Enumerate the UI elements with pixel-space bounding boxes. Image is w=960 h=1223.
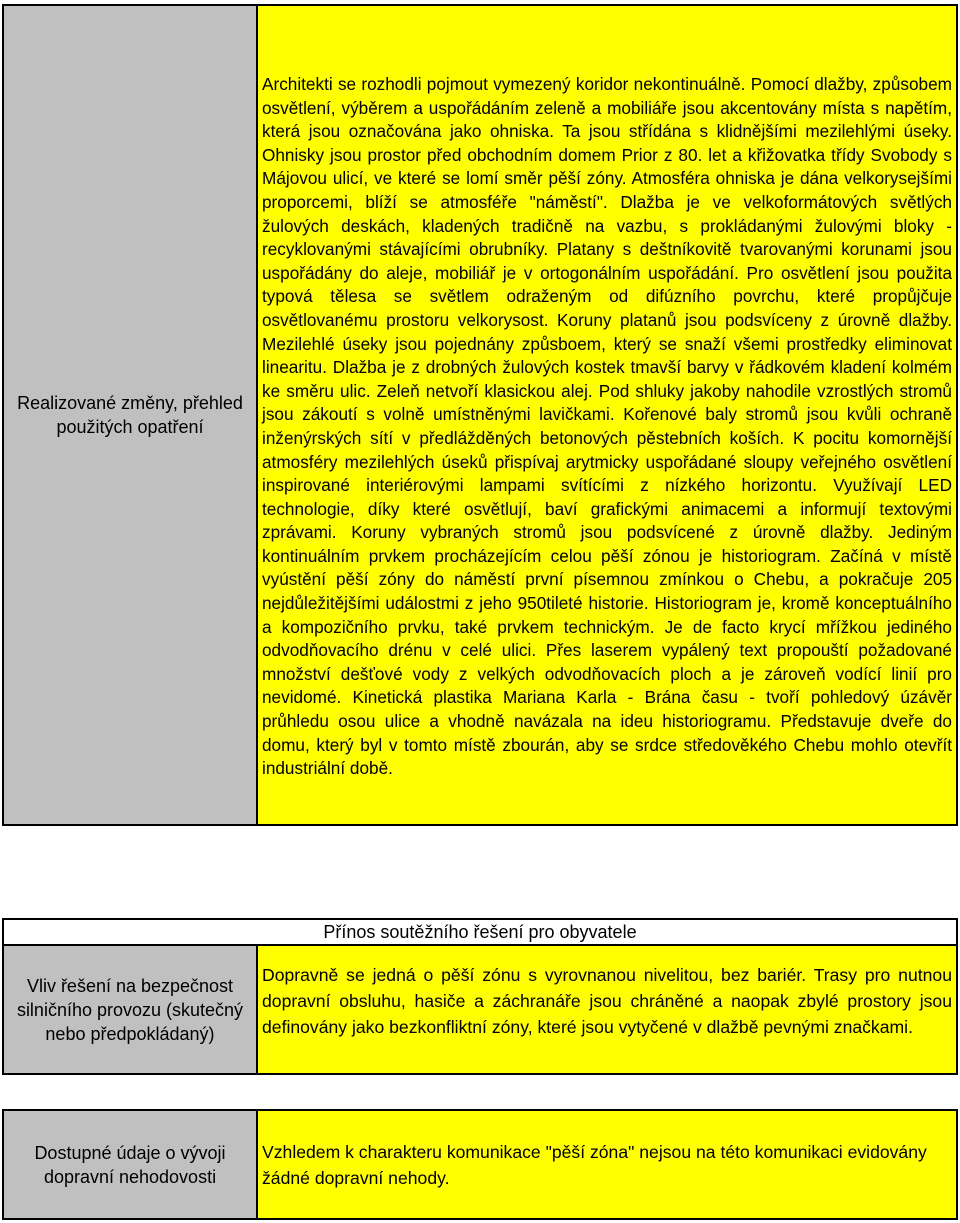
row-label-text: Vliv řešení na bezpečnost silničního provozu (skutečný nebo předpokládaný): [16, 975, 244, 1044]
section-label-text: Realizované změny, přehled použitých opatření: [17, 393, 243, 437]
row-label-traffic-safety: [2, 944, 258, 1075]
row-content-traffic-safety: [256, 944, 958, 1075]
section-content-realized-changes: [256, 4, 958, 826]
realized-changes-text: Architekti se rozhodli pojmout vymezený koridor nekontinuálně. Pomocí dlažby, způsobem osvětlení, výběrem a uspořádáním zeleně a mobiliáře jsou akcentovány místa s napětím, která jsou označována jako ohniska. Ta jsou střídána s klidnějšími mezilehlými úseky. Ohnisky jsou prostor před obchodním domem Prior z 80. let a křižovatka třídy Svobody s Májovou ulicí, ve které se lomí směr pěší zóny. Atmosféra ohniska je dána velkorysejšími proporcemi, blíží se atmosféře "náměstí". Dlažba je ve velkoformátových světlých žulových deskách, kladených tradičně na vazbu, s prokládanými žulovými bloky - recyklovanými stávajícími obrubníky. Platany s deštníkovitě tvarovanými korunami jsou uspořádány do aleje, mobiliář je v ortogonálním uspořádání. Pro osvětlení jsou použita typová tělesa se světlem odraženým od difúzního povrchu, které propůjčuje osvětlovanému prostoru velkorysost. Koruny platanů jsou podsvíceny z úrovně dlažby. Mezilehlé úseky jsou pojednány způsboem, který se snaží všemi prostředky eliminovat linearitu. Dlažba je z drobných žulových kostek tmavší barvy v řádkovém kladení kolmém ke směru ulic. Zeleň netvoří klasickou alej. Pod shluky jakoby nahodile vzrostlých stromů jsou zákoutí s volně umístněnými lavičkami. Kořenové baly stromů jsou kvůli ochraně inženýrských sítí v předlážděných betonových pěstebních koších. K pocitu komornější atmosféry mezilehlých úseků přispívaj arytmicky uspořádané sloupy veřejného osvětlení inspirované interiérovými lampami svítícími z nízkého horizontu. Využívají LED technologie, díky které osvětlují, baví grafickými animacemi a informují textovými zprávami. Koruny vybraných stromů jsou podsvícené z úrovně dlažby. Jediným kontinuálním prvkem procházejícím celou pěší zónou je historiogram. Začíná v místě vyústění pěší zóny do náměstí první písemnou zmínkou o Chebu, a pokračuje 205 nejdůležitějšími událostmi z jeho 950tileté historie. Historiogram je, kromě konceptuálního a kompozičního prvku, také prvkem technickým. Je de facto krycí mřížkou jediného odvodňovacího drénu v celé ulici. Přes laserem vypálený text propouští požadované množství dešťové vody z velkých odvodňovacích ploch a je zároveň vodící linií pro nevidomé. Kinetická plastika Mariana Karla - Brána času - tvoří pohledový úzávěr průhledu osou ulice a vhodně navázala na ideu historiogramu. Představuje dveře do domu, který byl v tomto místě zbourán, aby se srdce středověkého Chebu mohlo otevřít industriální době.: [262, 74, 952, 779]
row-content-text: Vzhledem k charakteru komunikace "pěší zóna" nejsou na této komunikaci evidovány žádné dopravní nehody.: [262, 1141, 927, 1188]
row-label-text: Dostupné údaje o vývoji dopravní nehodovosti: [34, 1142, 226, 1187]
benefits-header: [2, 918, 958, 946]
row-label-accident-data: [2, 1109, 258, 1220]
section-label-realized-changes: [2, 4, 258, 826]
benefits-header-text: Přínos soutěžního řešení pro obyvatele: [323, 921, 637, 942]
row-content-accident-data: [256, 1109, 958, 1220]
row-content-text: Dopravně se jedná o pěší zónu s vyrovnanou nivelitou, bez bariér. Trasy pro nutnou dopravní obsluhu, hasiče a záchranáře jsou chráněné a naopak zbylé prostory jsou definovány jako bezkonfliktní zóny, které jsou vytyčené v dlažbě pevnými značkami.: [262, 965, 952, 1037]
